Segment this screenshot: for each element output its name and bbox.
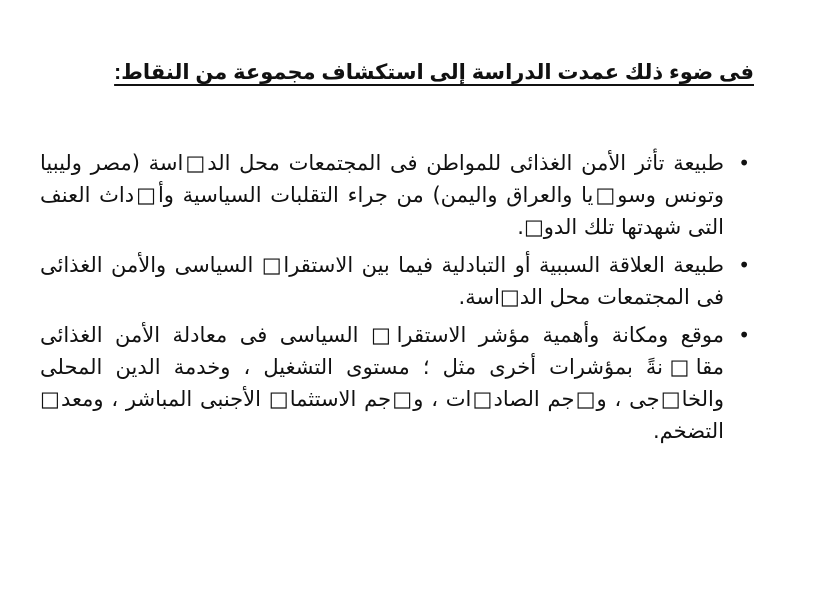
list-item [40,249,752,313]
section-heading-text: فى ضوء ذلك عمدت الدراسة إلى استكشاف مجموعة من النقاط: [114,61,754,84]
list-item [40,147,752,243]
bullet-list [40,147,752,453]
list-item [40,319,752,447]
section-heading [64,58,754,88]
bullet-icon: • [738,253,750,277]
list-item-text: طبيعة العلاقة السببية أو التبادلية فيما بين الاستقرا□ السياسى والأمن الغذائى فى المجتمعات محل الد□اسة. [40,253,724,309]
list-item-text: موقع ومكانة وأهمية مؤشر الاستقرا□ السياسى فى معادلة الأمن الغذائى مقا□نةً بمؤشرات أخرى مثل ؛ مستوى التشغيل ، وخدمة الدين المحلى والخا□جى ، و□جم الصاد□ات ، و□جم الاستثما□ الأجنبى المباشر ، ومعد□ التضخم. [40,323,724,443]
bullet-icon: • [738,151,750,175]
bullet-icon: • [738,323,750,347]
list-item-text: طبيعة تأثر الأمن الغذائى للمواطن فى المجتمعات محل الد□اسة (مصر وليبيا وتونس وسو□يا والعراق واليمن) من جراء التقلبات السياسية وأ□داث العنف التى شهدتها تلك الدو□. [40,151,724,239]
